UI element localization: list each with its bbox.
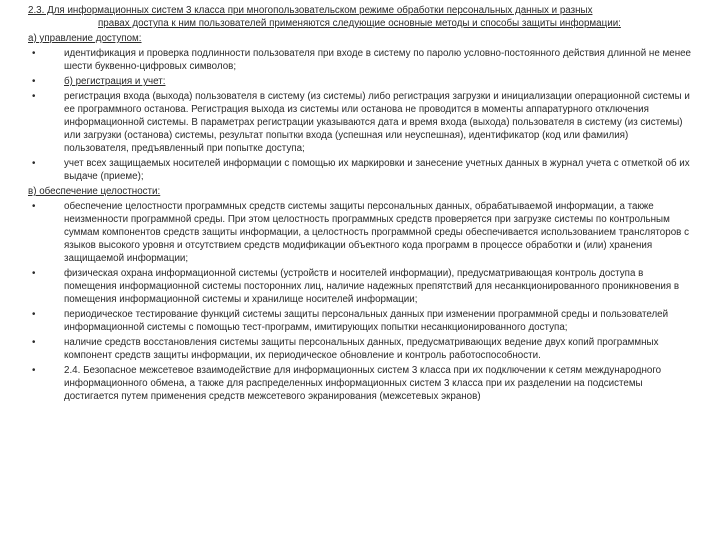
list-item	[28, 47, 692, 73]
bullet-icon: •	[32, 76, 36, 87]
bullet-icon: •	[32, 158, 36, 169]
list-item	[28, 267, 692, 306]
heading-line-1: 2.3. Для информационных систем 3 класса при многопользовательском режиме обработки персональных данных и разных	[28, 5, 593, 16]
list-item	[28, 90, 692, 155]
list-item-text: периодическое тестирование функций системы защиты персональных данных при изменении программной среды и пользователей информационной системы с помощью тест-программ, имитирующих попытки несанкционированного доступа;	[64, 309, 669, 333]
section-heading	[28, 4, 692, 30]
list-item-text: 2.4. Безопасное межсетевое взаимодействие для информационных систем 3 класса при их подключении к сетям международного информационного обмена, а также для распределенных информационных систем 3 класса при их разделении на подсистемы достигается путем применения средств межсетевого экранирования (межсетевых экранов)	[64, 365, 662, 402]
subsection-access-control: а) управление доступом:	[28, 33, 142, 44]
bullet-icon: •	[32, 91, 36, 102]
list-item-text: учет всех защищаемых носителей информации с помощью их маркировки и занесение учетных данных в журнал учета с отметкой об их выдаче (приеме);	[64, 158, 690, 182]
list-item	[28, 157, 692, 183]
list-item-text: регистрация входа (выхода) пользователя в систему (из системы) либо регистрация загрузки и инициализации операционной системы и ее программного останова. Регистрация выхода из системы или останова не проводится в моменты аппаратурного отключения информационной системы. В параметрах регистрации указываются дата и время входа (выхода) пользователя в систему (из системы) или загрузки (останова) системы, результат попытки входа (успешная или неуспешная), идентификатор (код или фамилия) пользователя, предъявленный при попытке доступа;	[64, 91, 690, 154]
bullet-icon: •	[32, 365, 36, 376]
subsection-registration: б) регистрация и учет:	[64, 76, 166, 87]
list-item	[28, 336, 692, 362]
heading-line-2: правах доступа к ним пользователей применяются следующие основные методы и способы защиты информации:	[98, 18, 621, 29]
list-item-text: наличие средств восстановления системы защиты персональных данных, предусматривающих ведение двух копий программных компонент средств защиты информации, их периодическое обновление и контроль работоспособности.	[64, 337, 659, 361]
bullet-icon: •	[32, 48, 36, 59]
bullet-icon: •	[32, 201, 36, 212]
list-item	[28, 75, 692, 88]
list-item	[28, 364, 692, 403]
subsection-integrity: в) обеспечение целостности:	[28, 186, 161, 197]
list-item	[28, 308, 692, 334]
bullet-icon: •	[32, 268, 36, 279]
list-item-text: физическая охрана информационной системы (устройств и носителей информации), предусматривающая контроль доступа в помещения информационной системы посторонних лиц, наличие надежных препятствий для несанкционированного проникновения в помещения информационной системы и хранилище носителей информации;	[64, 268, 680, 305]
list-item-text: идентификация и проверка подлинности пользователя при входе в систему по паролю условно-постоянного действия длинной не менее шести буквенно-цифровых символов;	[64, 48, 691, 72]
bullet-icon: •	[32, 337, 36, 348]
list-item	[28, 200, 692, 265]
list-item-text: обеспечение целостности программных средств системы защиты персональных данных, обрабатываемой информации, а также неизменности программной среды. При этом целостность программных средств проверяется при загрузке системы по контрольным суммам компонентов средств защиты информации, а целостность программной среды обеспечивается использованием трансляторов с языков высокого уровня и отсутствием средств модификации объектного кода программ в процессе обработки и (или) хранения защищаемой информации;	[64, 201, 689, 264]
bullet-icon: •	[32, 309, 36, 320]
